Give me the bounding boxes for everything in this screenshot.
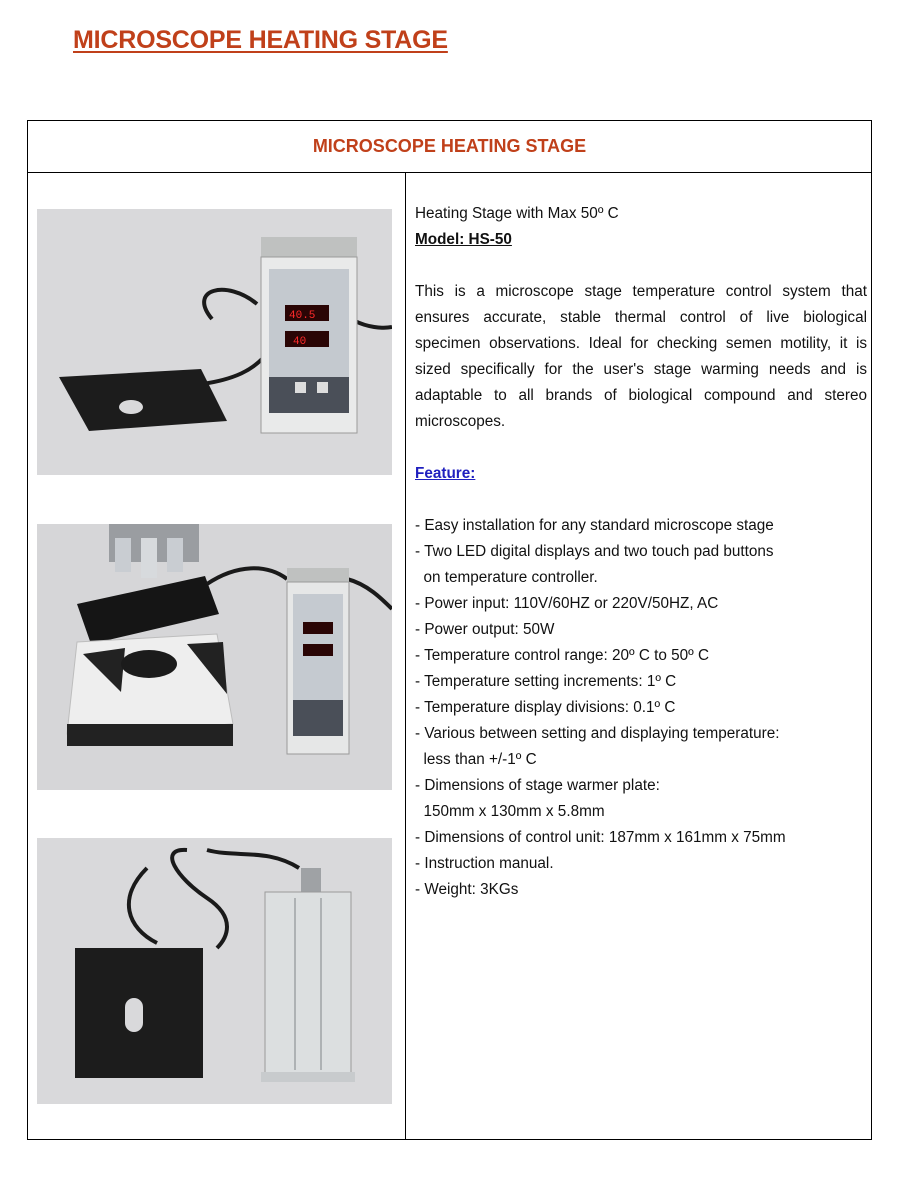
- feature-item: on temperature controller.: [415, 569, 598, 586]
- feature-item: - Two LED digital displays and two touch pad buttons: [415, 543, 774, 560]
- model-number: Model: HS-50: [415, 231, 512, 248]
- table-header-title: MICROSCOPE HEATING STAGE: [312, 136, 587, 156]
- feature-item: - Instruction manual.: [415, 855, 554, 872]
- feature-item: - Temperature control range: 20º C to 50º C: [415, 647, 710, 664]
- product-table: [27, 120, 872, 1140]
- page-title: MICROSCOPE HEATING STAGE: [73, 26, 448, 54]
- feature-list: [415, 513, 867, 903]
- feature-item: - Power input: 110V/60HZ or 220V/50HZ, AC: [415, 595, 719, 612]
- feature-heading: Feature:: [415, 465, 476, 482]
- product-photo-microscope-setup: [37, 524, 392, 790]
- feature-item: less than +/-1º C: [415, 751, 537, 768]
- feature-item: - Temperature display divisions: 0.1º C: [415, 699, 676, 716]
- feature-item: - Temperature setting increments: 1º C: [415, 673, 677, 690]
- feature-item: - Weight: 3KGs: [415, 881, 519, 898]
- feature-item: - Power output: 50W: [415, 621, 555, 638]
- feature-item: - Dimensions of stage warmer plate:: [415, 777, 660, 794]
- product-subhead: Heating Stage with Max 50º C: [415, 205, 619, 222]
- feature-item: - Various between setting and displaying temperature:: [415, 725, 780, 742]
- product-details: [415, 201, 867, 903]
- feature-item: - Dimensions of control unit: 187mm x 161mm x 75mm: [415, 829, 786, 846]
- product-description: This is a microscope stage temperature control system that ensures accurate, stable thermal control of live biological specimen observations. Ideal for checking semen motility, it is sized specifically for the user's stage warming needs and is adaptable to all brands of biological compound and stereo microscopes.: [415, 283, 867, 430]
- feature-item: 150mm x 130mm x 5.8mm: [415, 803, 605, 820]
- product-photo-top-view: [37, 838, 392, 1104]
- table-header: [28, 121, 871, 173]
- product-photo-controller-and-plate: [37, 209, 392, 475]
- feature-item: - Easy installation for any standard microscope stage: [415, 517, 774, 534]
- column-divider: [405, 173, 406, 1139]
- svg-text:40.5: 40.5: [289, 310, 316, 322]
- svg-text:40: 40: [293, 336, 307, 348]
